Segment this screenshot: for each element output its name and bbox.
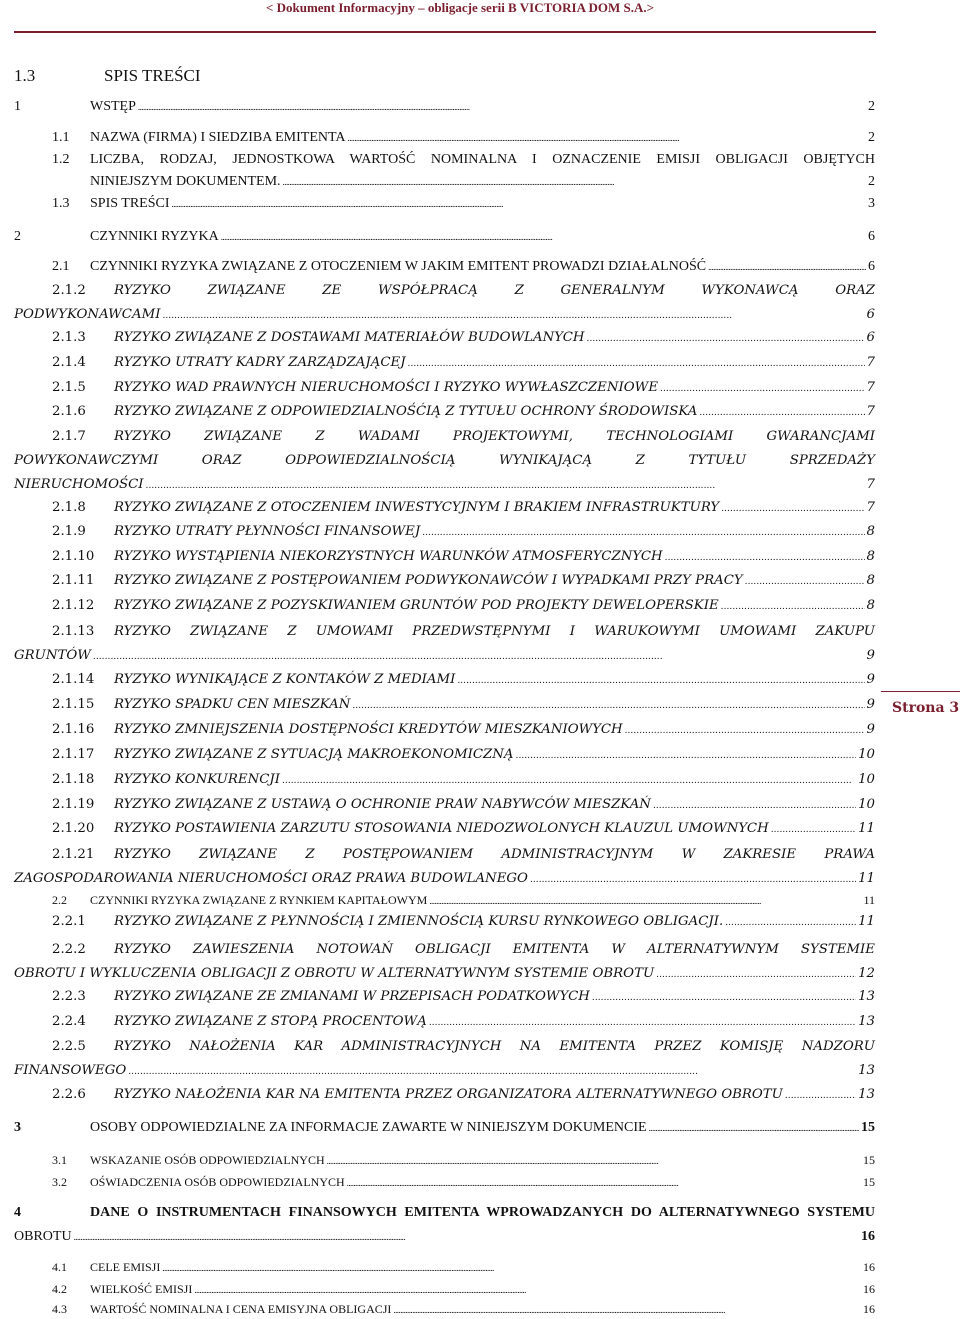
toc-entry-title-continued: FINANSOWEGO [14, 1063, 127, 1078]
toc-entry-page: 7 [866, 380, 875, 395]
toc-line [14, 99, 875, 115]
toc-line [14, 797, 875, 812]
toc-entry-number: 2.1.4 [52, 355, 86, 370]
toc-entry[interactable] [14, 624, 875, 663]
dot-leader [725, 914, 856, 929]
toc-entry-page: 9 [866, 697, 875, 712]
toc-entry[interactable] [14, 500, 875, 515]
toc-entry-title-continued: NINIEJSZYM DOKUMENTEM. [90, 174, 281, 189]
toc-entry-page: 16 [863, 1260, 875, 1274]
toc-entry[interactable] [14, 259, 875, 275]
dot-leader [408, 355, 865, 370]
toc-heading-number: 1.3 [14, 66, 36, 85]
toc-entry-title: RYZYKO UTRATY KADRY ZARZĄDZAJĄCEJ [114, 355, 406, 370]
dot-leader [592, 989, 856, 1004]
toc-entry-number: 2.1.3 [52, 330, 86, 345]
toc-entry-title-continued: POWYKONAWCZYMI ORAZ ODPOWIEDZIALNOŚCIĄ WYNIKAJĄCĄ Z TYTUŁU SPRZEDAŻY [14, 453, 875, 468]
toc-entry[interactable] [14, 1153, 875, 1168]
toc-entry[interactable] [14, 1302, 875, 1317]
dot-leader [530, 871, 856, 886]
toc-entry-title: WSTĘP [90, 99, 136, 114]
toc-entry-page: 16 [863, 1282, 875, 1296]
toc-heading [14, 66, 201, 86]
toc-entry-title-continued: OBROTU I WYKLUCZENIA OBLIGACJI Z OBROTU W ALTERNATYWNYM SYSTEMIE OBROTU [14, 966, 655, 981]
toc-entry-page: 8 [866, 524, 875, 539]
toc-entry-number: 2.1.20 [52, 821, 95, 836]
toc-entry[interactable] [14, 797, 875, 812]
toc-entry-title: RYZYKO ZWIĄZANE Z UMOWAMI PRZEDWSTĘPNYMI I WARUKOWYMI UMOWAMI ZAKUPU [114, 624, 875, 639]
toc-entry-number: 2.1.11 [52, 573, 95, 588]
toc-entry-title-continued: GRUNTÓW [14, 648, 91, 663]
dot-leader [128, 1063, 856, 1078]
toc-entry-number: 3.2 [52, 1175, 67, 1189]
toc-entry[interactable] [14, 1087, 875, 1102]
toc-entry-page: 6 [866, 330, 875, 345]
toc-entry-page: 7 [866, 477, 875, 492]
toc-entry[interactable] [14, 549, 875, 564]
page-number-label: Strona 3 [892, 700, 960, 716]
toc-entry-page: 7 [866, 404, 875, 419]
toc-entry-page: 13 [858, 1063, 875, 1078]
toc-entry-page: 6 [868, 229, 875, 244]
toc-entry-title: RYZYKO SPADKU CEN MIESZKAŃ [114, 697, 351, 712]
toc-entry-title-continued: ZAGOSPODAROWANIA NIERUCHOMOŚCI ORAZ PRAWA BUDOWLANEGO [14, 871, 528, 886]
toc-entry-page: 10 [858, 747, 875, 762]
toc-entry-number: 2.1.19 [52, 797, 95, 812]
toc-line [14, 429, 875, 453]
toc-line [14, 871, 875, 886]
toc-entry[interactable] [14, 283, 875, 322]
toc-line [14, 573, 875, 588]
toc-entry-page: 16 [863, 1302, 875, 1316]
toc-entry-page: 8 [866, 598, 875, 613]
toc-entry-page: 8 [866, 549, 875, 564]
toc-entry-number: 2.1.5 [52, 380, 86, 395]
dot-leader [172, 196, 867, 212]
dot-leader [708, 259, 866, 275]
toc-entry[interactable] [14, 697, 875, 712]
toc-line [14, 598, 875, 613]
dot-leader [93, 648, 865, 663]
toc-entry[interactable] [14, 1282, 875, 1297]
toc-line [14, 847, 875, 871]
dot-leader [74, 1229, 859, 1245]
toc-entry-title: RYZYKO WYNIKAJĄCE Z KONTAKÓW Z MEDIAMI [114, 672, 456, 687]
dot-leader [516, 747, 857, 762]
toc-entry-number: 2.1 [52, 259, 70, 274]
toc-entry-title-continued: NIERUCHOMOŚCI [14, 477, 144, 492]
toc-entry-page: 13 [858, 1087, 875, 1102]
dot-leader [327, 1153, 861, 1168]
toc-entry[interactable] [14, 1014, 875, 1029]
toc-line [14, 722, 875, 737]
toc-line [14, 500, 875, 515]
toc-entry[interactable] [14, 152, 875, 190]
toc-entry-page: 3 [868, 196, 875, 211]
dot-leader [347, 1175, 861, 1190]
dot-leader [660, 380, 864, 395]
toc-entry[interactable] [14, 1205, 875, 1245]
toc-entry-page: 9 [866, 722, 875, 737]
toc-entry-title: RYZYKO ZAWIESZENIA NOTOWAŃ OBLIGACJI EMITENTA W ALTERNATYWNYM SYSTEMIE [114, 942, 875, 957]
toc-entry[interactable] [14, 524, 875, 539]
toc-entry-title: RYZYKO ZWIĄZANE Z POSTĘPOWANIEM ADMINISTRACYJNYM W ZAKRESIE PRAWA [114, 847, 875, 862]
dot-leader [721, 500, 864, 515]
toc-line [14, 1087, 875, 1102]
toc-entry-title: CELE EMISJI [90, 1260, 161, 1274]
toc-entry-title: RYZYKO ZWIĄZANE ZE WSPÓŁPRACĄ Z GENERALNYM WYKONAWCĄ ORAZ [114, 283, 875, 298]
toc-entry[interactable] [14, 130, 875, 146]
toc-entry-title: RYZYKO ZWIĄZANE Z SYTUACJĄ MAKROEKONOMICZNĄ [114, 747, 514, 762]
toc-entry-number: 4.2 [52, 1282, 67, 1296]
toc-entry-page: 15 [863, 1175, 875, 1189]
header-rule [14, 31, 876, 33]
toc-entry-number: 2.1.12 [52, 598, 95, 613]
toc-entry-number: 4.1 [52, 1260, 67, 1274]
toc-entry[interactable] [14, 672, 875, 687]
dot-leader [745, 573, 865, 588]
toc-entry[interactable] [14, 772, 875, 787]
dot-leader [665, 549, 865, 564]
toc-entry-page: 11 [858, 914, 875, 929]
side-rule [881, 691, 960, 692]
document-header-title: < Dokument Informacyjny – obligacje serii B VICTORIA DOM S.A.> [265, 0, 655, 15]
toc-line [14, 1229, 875, 1245]
dot-leader [429, 1014, 856, 1029]
toc-line [14, 1039, 875, 1063]
toc-entry-title: LICZBA, RODZAJ, JEDNOSTKOWA WARTOŚĆ NOMINALNA I OZNACZENIE EMISJI OBLIGACJI OBJĘTYCH [90, 152, 875, 167]
dot-leader [721, 598, 865, 613]
toc-entry[interactable] [14, 598, 875, 613]
toc-entry-title: CZYNNIKI RYZYKA [90, 229, 219, 244]
dot-leader [393, 1302, 861, 1317]
toc-entry[interactable] [14, 229, 875, 245]
dot-leader [422, 524, 864, 539]
toc-entry-page: 8 [866, 573, 875, 588]
toc-entry-number: 2.1.8 [52, 500, 86, 515]
toc-line [14, 196, 875, 212]
toc-entry-number: 2.2.4 [52, 1014, 86, 1029]
toc-entry[interactable] [14, 196, 875, 212]
toc-line [14, 477, 875, 492]
dot-leader [625, 722, 865, 737]
toc-line [14, 152, 875, 174]
toc-entry-title: RYZYKO UTRATY PŁYNNOŚCI FINANSOWEJ [114, 524, 421, 539]
toc-line [14, 821, 875, 836]
toc-entry-number: 4 [14, 1205, 21, 1220]
toc-entry-title-continued: OBROTU [14, 1229, 72, 1244]
toc-entry-number: 2.1.21 [52, 847, 95, 862]
toc-entry-title: RYZYKO NAŁOŻENIA KAR ADMINISTRACYJNYCH NA EMITENTA PRZEZ KOMISJĘ NADZORU [114, 1039, 875, 1054]
dot-leader [282, 772, 856, 787]
toc-entry-number: 2.1.13 [52, 624, 95, 639]
toc-entry-number: 2.2.2 [52, 942, 86, 957]
toc-line [14, 914, 875, 929]
toc-entry[interactable] [14, 942, 875, 981]
toc-entry-title: RYZYKO NAŁOŻENIA KAR NA EMITENTA PRZEZ ORGANIZATORA ALTERNATYWNEGO OBROTU [114, 1087, 783, 1102]
toc-entry-title: OSOBY ODPOWIEDZIALNE ZA INFORMACJE ZAWARTE W NINIEJSZYM DOKUMENCIE [90, 1120, 647, 1135]
toc-line [14, 549, 875, 564]
toc-line [14, 966, 875, 981]
toc-entry-title: RYZYKO ZWIĄZANE Z POSTĘPOWANIEM PODWYKONAWCÓW I WYPADKAMI PRZY PRACY [114, 573, 743, 588]
dot-leader [348, 130, 866, 146]
toc-line [14, 624, 875, 648]
toc-entry[interactable] [14, 914, 875, 929]
toc-line [14, 404, 875, 419]
toc-entry[interactable] [14, 747, 875, 762]
toc-line [14, 648, 875, 663]
toc-line [14, 380, 875, 395]
toc-line [14, 989, 875, 1004]
toc-entry[interactable] [14, 989, 875, 1004]
toc-entry[interactable] [14, 893, 875, 908]
dot-leader [656, 966, 856, 981]
toc-line [14, 1205, 875, 1229]
toc-entry-title: WSKAZANIE OSÓB ODPOWIEDZIALNYCH [90, 1153, 325, 1167]
toc-entry-title: CZYNNIKI RYZYKA ZWIĄZANE Z OTOCZENIEM W JAKIM EMITENT PROWADZI DZIAŁALNOŚĆ [90, 259, 707, 274]
toc-entry-number: 2.2.6 [52, 1087, 86, 1102]
toc-line [14, 130, 875, 146]
toc-entry-title-continued: PODWYKONAWCAMI [14, 307, 161, 322]
toc-entry-title: RYZYKO WAD PRAWNYCH NIERUCHOMOŚCI I RYZYKO WYWŁASZCZENIOWE [114, 380, 659, 395]
dot-leader [283, 174, 866, 190]
toc-entry[interactable] [14, 573, 875, 588]
toc-entry-number: 1.2 [52, 152, 70, 167]
toc-entry-number: 1.3 [52, 196, 70, 211]
toc-entry-page: 10 [858, 772, 875, 787]
toc-entry-number: 1 [14, 99, 21, 114]
toc-entry-number: 2.1.10 [52, 549, 95, 564]
toc-entry-title: RYZYKO ZWIĄZANE Z PŁYNNOŚCIĄ I ZMIENNOŚCIĄ KURSU RYNKOWEGO OBLIGACJI. [114, 914, 724, 929]
toc-entry[interactable] [14, 429, 875, 492]
toc-line [14, 772, 875, 787]
toc-entry-page: 13 [858, 989, 875, 1004]
toc-entry[interactable] [14, 1175, 875, 1190]
toc-entry-title: RYZYKO ZWIĄZANE Z USTAWĄ O OCHRONIE PRAW NABYWCÓW MIESZKAŃ [114, 797, 651, 812]
toc-entry-title: RYZYKO ZWIĄZANE Z OTOCZENIEM INWESTYCYJNYM I BRAKIEM INFRASTRUKTURY [114, 500, 720, 515]
toc-line [14, 1175, 875, 1190]
toc-entry-number: 2.1.17 [52, 747, 95, 762]
toc-entry-page: 11 [858, 821, 875, 836]
toc-entry-number: 4.3 [52, 1302, 67, 1316]
toc-line [14, 1063, 875, 1078]
toc-entry-title: RYZYKO ZWIĄZANE Z WADAMI PROJEKTOWYMI, TECHNOLOGIAMI GWARANCJAMI [114, 429, 875, 444]
toc-heading-title: SPIS TREŚCI [104, 66, 201, 85]
toc-line [14, 942, 875, 966]
dot-leader [162, 1260, 861, 1275]
toc-entry-title: OŚWIADCZENIA OSÓB ODPOWIEDZIALNYCH [90, 1175, 345, 1189]
toc-entry[interactable] [14, 1120, 875, 1136]
dot-leader [194, 1282, 861, 1297]
toc-entry-page: 13 [858, 1014, 875, 1029]
toc-entry-number: 1.1 [52, 130, 70, 145]
dot-leader [649, 1120, 859, 1136]
toc-entry-page: 7 [866, 355, 875, 370]
dot-leader [785, 1087, 856, 1102]
toc-entry-title: SPIS TREŚCI [90, 196, 170, 211]
toc-entry[interactable] [14, 821, 875, 836]
toc-entry-page: 2 [868, 174, 875, 189]
dot-leader [138, 99, 866, 115]
toc-entry-page: 6 [866, 307, 875, 322]
toc-entry-number: 2.1.6 [52, 404, 86, 419]
dot-leader [771, 821, 856, 836]
toc-entry-page: 2 [868, 130, 875, 145]
toc-entry[interactable] [14, 847, 875, 886]
toc-entry-page: 15 [863, 1153, 875, 1167]
toc-entry-page: 16 [861, 1229, 875, 1244]
toc-entry-page: 15 [861, 1120, 875, 1135]
toc-line [14, 355, 875, 370]
toc-entry-number: 2.1.7 [52, 429, 86, 444]
toc-entry-page: 9 [866, 672, 875, 687]
toc-entry-title: RYZYKO KONKURENCJI [114, 772, 280, 787]
toc-entry-title: RYZYKO ZWIĄZANE Z DOSTAWAMI MATERIAŁÓW BUDOWLANYCH [114, 330, 585, 345]
toc-line [14, 1260, 875, 1275]
toc-entry-page: 9 [866, 648, 875, 663]
dot-leader [653, 797, 856, 812]
toc-entry-page: 7 [866, 500, 875, 515]
toc-entry-page: 6 [868, 259, 875, 274]
toc-entry-number: 2.1.15 [52, 697, 95, 712]
toc-entry-title: RYZYKO ZWIĄZANE ZE ZMIANAMI W PRZEPISACH PODATKOWYCH [114, 989, 590, 1004]
toc-entry-number: 2.2.5 [52, 1039, 86, 1054]
toc-entry-number: 3.1 [52, 1153, 67, 1167]
toc-line [14, 1282, 875, 1297]
dot-leader [587, 330, 865, 345]
toc-line [14, 229, 875, 245]
toc-line [14, 1014, 875, 1029]
dot-leader [429, 893, 861, 908]
toc-entry-number: 2.2 [52, 893, 67, 907]
toc-entry-number: 3 [14, 1120, 21, 1135]
toc-entry-title: RYZYKO ZWIĄZANE Z ODPOWIEDZIALNOŚĆIĄ Z TYTUŁU OCHRONY ŚRODOWISKA [114, 404, 698, 419]
toc-entry[interactable] [14, 404, 875, 419]
toc-entry-page: 10 [858, 797, 875, 812]
toc-entry-title: NAZWA (FIRMA) I SIEDZIBA EMITENTA [90, 130, 346, 145]
toc-entry-title: WARTOŚĆ NOMINALNA I CENA EMISYJNA OBLIGACJI [90, 1302, 392, 1316]
toc-entry-title: WIELKOŚĆ EMISJI [90, 1282, 193, 1296]
toc-entry[interactable] [14, 722, 875, 737]
toc-line [14, 672, 875, 687]
toc-entry[interactable] [14, 1039, 875, 1078]
dot-leader [457, 672, 864, 687]
toc-entry-number: 2.1.14 [52, 672, 95, 687]
toc-entry-title: RYZYKO WYSTĄPIENIA NIEKORZYSTNYCH WARUNKÓW ATMOSFERYCZNYCH [114, 549, 663, 564]
toc-line [14, 697, 875, 712]
toc-entry-title: RYZYKO POSTAWIENIA ZARZUTU STOSOWANIA NIEDOZWOLONYCH KLAUZUL UMOWNYCH [114, 821, 769, 836]
toc-entry-title: RYZYKO ZWIĄZANE Z STOPĄ PROCENTOWĄ [114, 1014, 427, 1029]
toc-line [14, 283, 875, 307]
toc-entry-page: 2 [868, 99, 875, 114]
toc-entry-title: RYZYKO ZWIĄZANE Z POZYSKIWANIEM GRUNTÓW POD PROJEKTY DEWELOPERSKIE [114, 598, 719, 613]
toc-entry-number: 2.1.16 [52, 722, 95, 737]
toc-entry-page: 12 [858, 966, 875, 981]
toc-entry-title: CZYNNIKI RYZYKA ZWIĄZANE Z RYNKIEM KAPITAŁOWYM [90, 893, 428, 907]
toc-entry-number: 2.1.2 [52, 283, 86, 298]
toc-entry-number: 2.2.3 [52, 989, 86, 1004]
toc-entry-page: 11 [858, 871, 875, 886]
toc-line [14, 747, 875, 762]
toc-line [14, 259, 875, 275]
toc-entry-title: DANE O INSTRUMENTACH FINANSOWYCH EMITENTA WPROWADZANYCH DO ALTERNATYWNEGO SYSTEMU [90, 1205, 875, 1220]
toc-line [14, 893, 875, 908]
toc-entry-number: 2.1.9 [52, 524, 86, 539]
toc-line [14, 1120, 875, 1136]
toc-entry[interactable] [14, 330, 875, 345]
toc-entry-title: RYZYKO ZMNIEJSZENIA DOSTĘPNOŚCI KREDYTÓW MIESZKANIOWYCH [114, 722, 623, 737]
toc-line [14, 307, 875, 322]
toc-entry-page: 11 [863, 893, 875, 907]
toc-entry[interactable] [14, 1260, 875, 1275]
dot-leader [146, 477, 865, 492]
dot-leader [162, 307, 864, 322]
toc-line [14, 524, 875, 539]
toc-line [14, 330, 875, 345]
toc-line [14, 1302, 875, 1317]
toc-entry[interactable] [14, 380, 875, 395]
toc-entry-number: 2 [14, 229, 21, 244]
toc-entry[interactable] [14, 355, 875, 370]
toc-line [14, 1153, 875, 1168]
toc-line [14, 174, 875, 190]
dot-leader [221, 229, 866, 245]
toc-entry[interactable] [14, 99, 875, 115]
dot-leader [352, 697, 864, 712]
toc-entry-number: 2.2.1 [52, 914, 86, 929]
toc-entry-number: 2.1.18 [52, 772, 95, 787]
dot-leader [699, 404, 864, 419]
